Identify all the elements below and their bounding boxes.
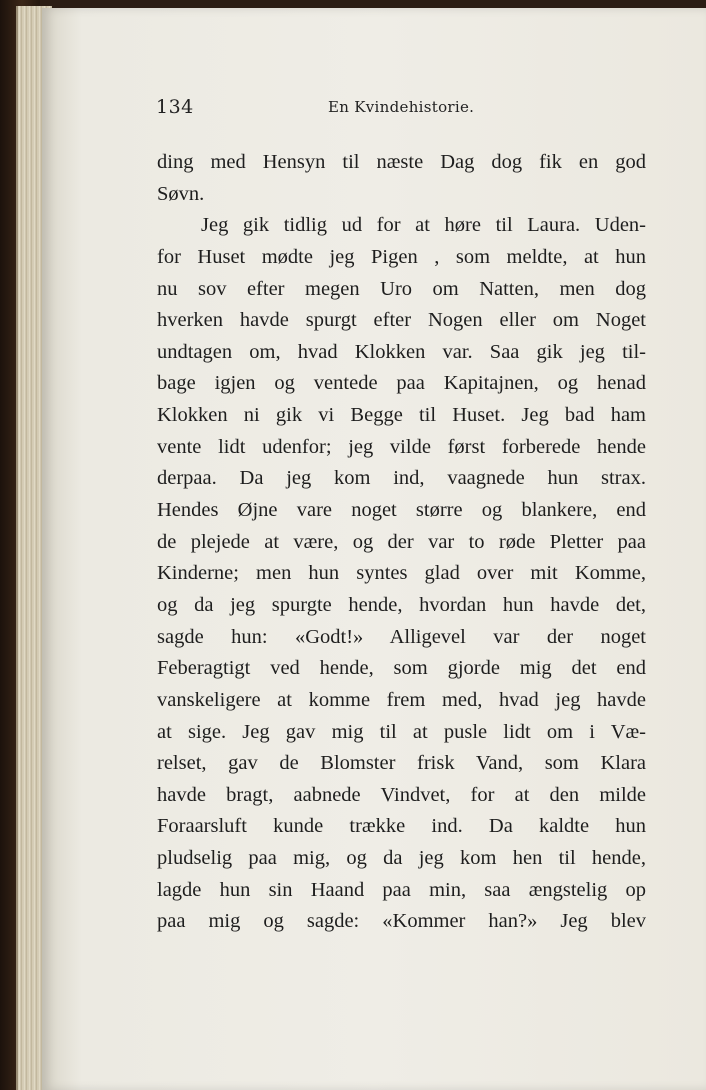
text-line: hverken havde spurgt efter Nogen eller om Noget [157, 309, 646, 332]
text-line: vanskeligere at komme frem med, hvad jeg havde [157, 688, 646, 711]
page-header [156, 96, 646, 126]
text-line: Klokken ni gik vi Begge til Huset. Jeg bad ham [157, 404, 646, 427]
text-line: Jeg gik tidlig ud for at høre til Laura. Uden- [201, 214, 646, 237]
text-line: paa mig og sagde: «Kommer han?» Jeg blev [157, 910, 646, 933]
text-line: bage igjen og ventede paa Kapitajnen, og henad [157, 372, 646, 395]
text-line: ding med Hensyn til næste Dag dog fik en god [157, 151, 646, 173]
text-line: relset, gav de Blomster frisk Vand, som Klara [157, 752, 646, 775]
text-line: de plejede at være, og der var to røde Pletter paa [157, 530, 646, 553]
text-line: havde bragt, aabnede Vindvet, for at den milde [157, 783, 646, 806]
text-line: Søvn. [157, 182, 205, 205]
text-line: sagde hun: «Godt!» Alligevel var der noget [157, 625, 646, 648]
body-text [157, 147, 646, 938]
text-line: at sige. Jeg gav mig til at pusle lidt om i Væ- [157, 720, 646, 743]
text-line: Foraarsluft kunde trække ind. Da kaldte hun [157, 815, 646, 838]
text-line: derpaa. Da jeg kom ind, vaagnede hun strax. [157, 467, 646, 490]
page-number: 134 [156, 96, 194, 118]
text-line: Kinderne; men hun syntes glad over mit Komme, [157, 562, 646, 585]
text-line: pludselig paa mig, og da jeg kom hen til hende, [157, 847, 646, 870]
text-line: Feberagtigt ved hende, som gjorde mig det end [157, 657, 646, 680]
text-line: og da jeg spurgte hende, hvordan hun havde det, [157, 593, 646, 616]
running-title: En Kvindehistorie. [328, 98, 475, 116]
text-line: nu sov efter megen Uro om Natten, men dog [157, 277, 646, 300]
text-line: Hendes Øjne vare noget større og blankere, end [157, 499, 646, 522]
text-line: undtagen om, hvad Klokken var. Saa gik jeg til- [157, 340, 646, 363]
text-line: for Huset mødte jeg Pigen , som meldte, at hun [157, 245, 646, 268]
text-line: lagde hun sin Haand paa min, saa ængstelig op [157, 878, 646, 901]
text-line: vente lidt udenfor; jeg vilde først forberede hende [157, 435, 646, 458]
